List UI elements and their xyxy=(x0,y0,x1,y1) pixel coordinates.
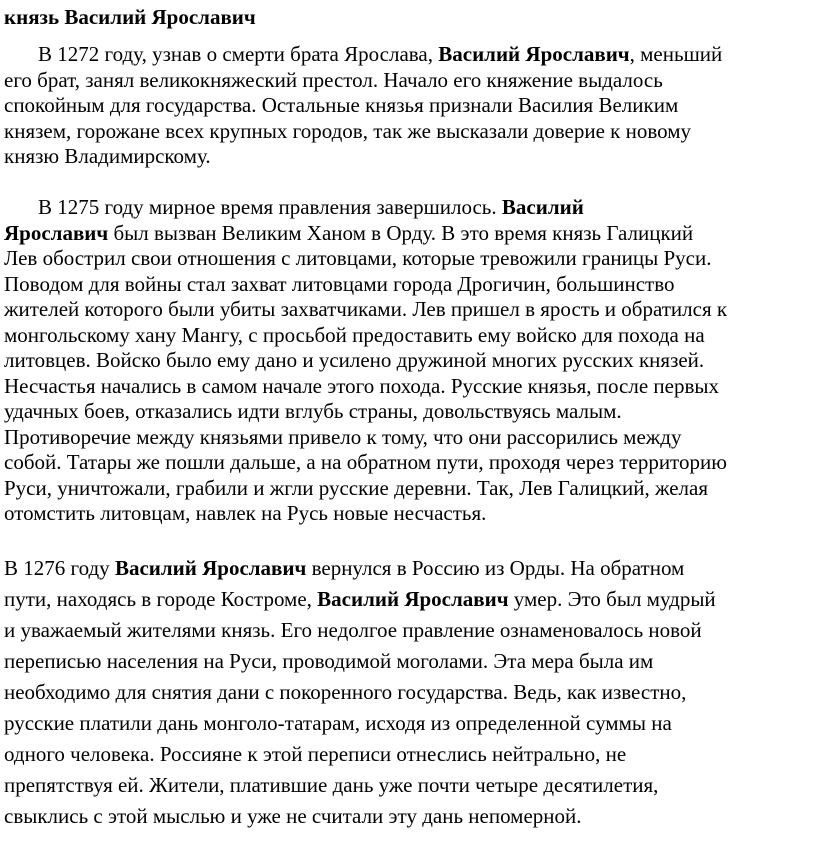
text-line xyxy=(4,677,814,708)
text-run: русские платили дань монголо-татарам, исходя из определенной суммы на xyxy=(4,711,672,735)
text-line xyxy=(4,42,814,68)
text-run: Поводом для войны стал захват литовцами города Дрогичин, большинство xyxy=(4,271,675,296)
text-run: Руси, уничтожали, грабили и жгли русские деревни. Так, Лев Галицкий, желая xyxy=(4,475,709,500)
text-run: отомстить литовцам, навлек на Русь новые несчастья. xyxy=(4,501,487,525)
text-line xyxy=(4,68,814,94)
text-run: пути, находясь в городе Костроме, xyxy=(4,587,318,611)
text-line xyxy=(4,553,814,584)
text-run: литовцев. Войско было ему дано и усилено дружиной многих русских князей. xyxy=(4,348,705,372)
text-run: умер. Это был мудрый xyxy=(508,587,716,611)
text-run: свыклись с этой мыслью и уже не считали эту дань непомерной. xyxy=(4,804,582,828)
text-run: монгольскому хану Мангу, с просьбой предоставить ему войско для похода на xyxy=(4,322,705,347)
text-run: Лев обострил свои отношения с литовцами, которые тревожили границы Руси. xyxy=(4,246,712,270)
text-run: собой. Татары же пошли дальше, а на обратном пути, проходя через территорию xyxy=(4,450,727,474)
text-line xyxy=(4,801,814,832)
text-line xyxy=(4,425,814,451)
text-run: его брат, занял великокняжеский престол. Начало его княжение выдалось xyxy=(4,67,663,92)
text-run: Противоречие между князьями привело к тому, что они рассорились между xyxy=(4,424,682,449)
text-line xyxy=(4,450,814,476)
text-run: препятствуя ей. Жители, платившие дань уже почти четыре десятилетия, xyxy=(4,773,659,797)
text-run: вернулся в Россию из Орды. На обратном xyxy=(306,556,685,580)
text-run: князю Владимирскому. xyxy=(4,144,211,168)
text-line xyxy=(4,93,814,119)
paragraph-1275 xyxy=(4,195,814,527)
paragraph-1272 xyxy=(4,42,814,170)
bold-name: Василий xyxy=(501,195,584,219)
text-line xyxy=(4,144,814,170)
text-line xyxy=(4,297,814,323)
bold-name: Ярославич xyxy=(4,220,109,245)
text-run: жителей которого были убиты захватчиками. Лев пришел в ярость и обратился к xyxy=(4,297,728,321)
text-line xyxy=(4,348,814,374)
text-line xyxy=(4,272,814,298)
text-line xyxy=(4,195,814,221)
text-run: В 1276 году xyxy=(4,556,115,580)
text-run: В 1272 году, узнав о смерти брата Ярослава, xyxy=(38,42,439,66)
text-line xyxy=(4,646,814,677)
text-run: князем, горожане всех крупных городов, так же высказали доверие к новому xyxy=(4,118,692,143)
document-title: князь Василий Ярославич xyxy=(4,5,256,29)
text-line xyxy=(4,739,814,770)
text-run: Несчастья начались в самом начале этого похода. Русские князья, после первых xyxy=(4,373,720,398)
text-run: был вызван Великим Ханом в Орду. В это время князь Галицкий xyxy=(108,220,694,245)
bold-name: Василий Ярославич xyxy=(114,556,307,580)
text-line xyxy=(4,246,814,272)
text-line xyxy=(4,476,814,502)
text-line xyxy=(4,119,814,145)
text-run: и уважаемый жителями князь. Его недолгое правление ознаменовалось новой xyxy=(4,618,702,642)
text-line xyxy=(4,584,814,615)
text-line xyxy=(4,374,814,400)
text-run: спокойным для государства. Остальные князья признали Василия Великим xyxy=(4,93,679,117)
paragraph-1276 xyxy=(4,553,814,832)
text-line xyxy=(4,399,814,425)
text-run: удачных боев, отказались идти вглубь страны, довольствуясь малым. xyxy=(4,399,622,423)
text-run: одного человека. Россияне к этой переписи отнеслись нейтрально, не xyxy=(4,742,627,766)
text-line xyxy=(4,501,814,527)
text-line xyxy=(4,221,814,247)
text-run: переписью населения на Руси, проводимой моголами. Эта мера была им xyxy=(4,649,654,673)
text-line xyxy=(4,770,814,801)
text-run: , меньший xyxy=(629,42,723,66)
bold-name: Василий Ярославич xyxy=(317,587,509,611)
text-run: необходимо для снятия дани с покоренного государства. Ведь, как известно, xyxy=(4,680,687,704)
bold-name: Василий Ярославич xyxy=(438,42,630,66)
text-line xyxy=(4,615,814,646)
text-line xyxy=(4,323,814,349)
text-run: В 1275 году мирное время правления завершилось. xyxy=(38,195,502,219)
text-line xyxy=(4,708,814,739)
